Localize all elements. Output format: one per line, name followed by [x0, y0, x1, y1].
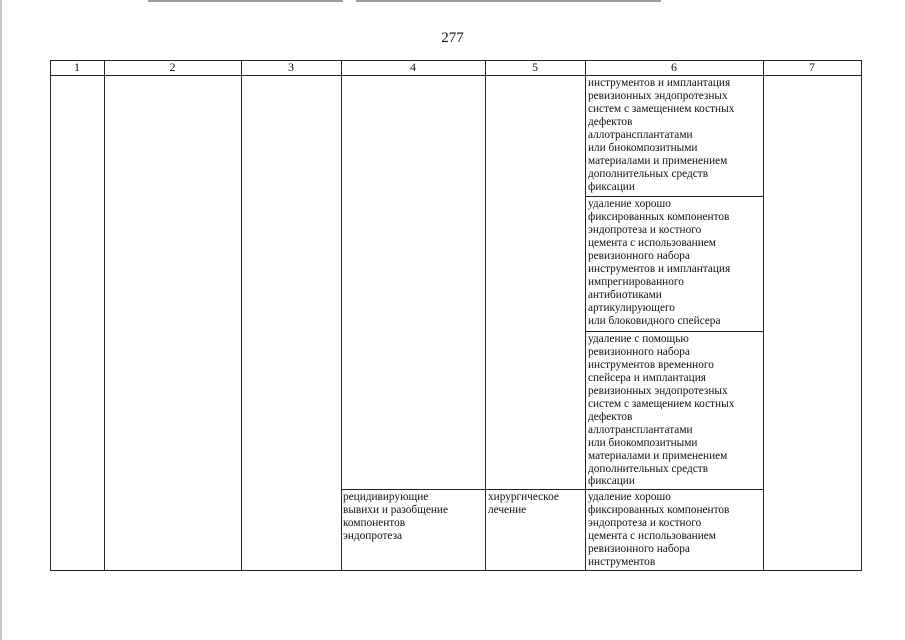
treatment-type-cell: хирургическое лечение: [488, 491, 559, 516]
column-header-6: 6: [671, 60, 677, 74]
column-divider: [241, 60, 242, 571]
column-divider: [763, 60, 764, 571]
column-divider: [485, 60, 486, 571]
treatment-method-cell: удаление хорошо фиксированных компонентов эндопротеза и костного цемента с использованием ревизионного набора инструментов и имплантация импрегнированного антибиотиками артикулирующего или блоковидного спейсера: [588, 198, 731, 327]
diagnosis-cell: рецидивирующие вывихи и разобщение компонентов эндопротеза: [343, 491, 448, 542]
header-row-divider: [50, 75, 862, 76]
column-header-5: 5: [532, 60, 538, 74]
column-header-4: 4: [410, 60, 416, 74]
column-divider: [585, 60, 586, 571]
column-header-2: 2: [169, 60, 176, 74]
column-header-7: 7: [809, 60, 815, 74]
treatment-method-cell: удаление хорошо фиксированных компонентов эндопротеза и костного цемента с использованием ревизионного набора инструментов: [588, 491, 730, 568]
page-number: 277: [441, 30, 464, 46]
row-divider: [585, 331, 763, 332]
treatment-method-cell: удаление с помощью ревизионного набора инструментов временного спейсера и имплантация ревизионных эндопротезных систем с замещением костных дефектов аллотрансплантатами или биокомпозитными материалами и применением дополнительных средств фиксации: [588, 333, 735, 488]
column-divider: [50, 60, 51, 571]
table-border-bottom: [50, 570, 862, 571]
column-header-3: 3: [288, 60, 294, 74]
scan-artifact-line: [356, 0, 661, 2]
column-divider: [341, 60, 342, 571]
scan-artifact-line: [148, 0, 343, 2]
scan-artifact-edge: [0, 0, 2, 640]
column-header-1: 1: [74, 60, 80, 74]
row-divider: [341, 489, 763, 490]
column-divider: [104, 60, 105, 571]
treatment-method-cell: инструментов и имплантация ревизионных эндопротезных систем с замещением костных дефектов аллотрансплантатами или биокомпозитными материалами и применением дополнительных средств фиксации: [588, 77, 735, 193]
row-divider: [585, 196, 763, 197]
column-divider: [861, 60, 862, 571]
